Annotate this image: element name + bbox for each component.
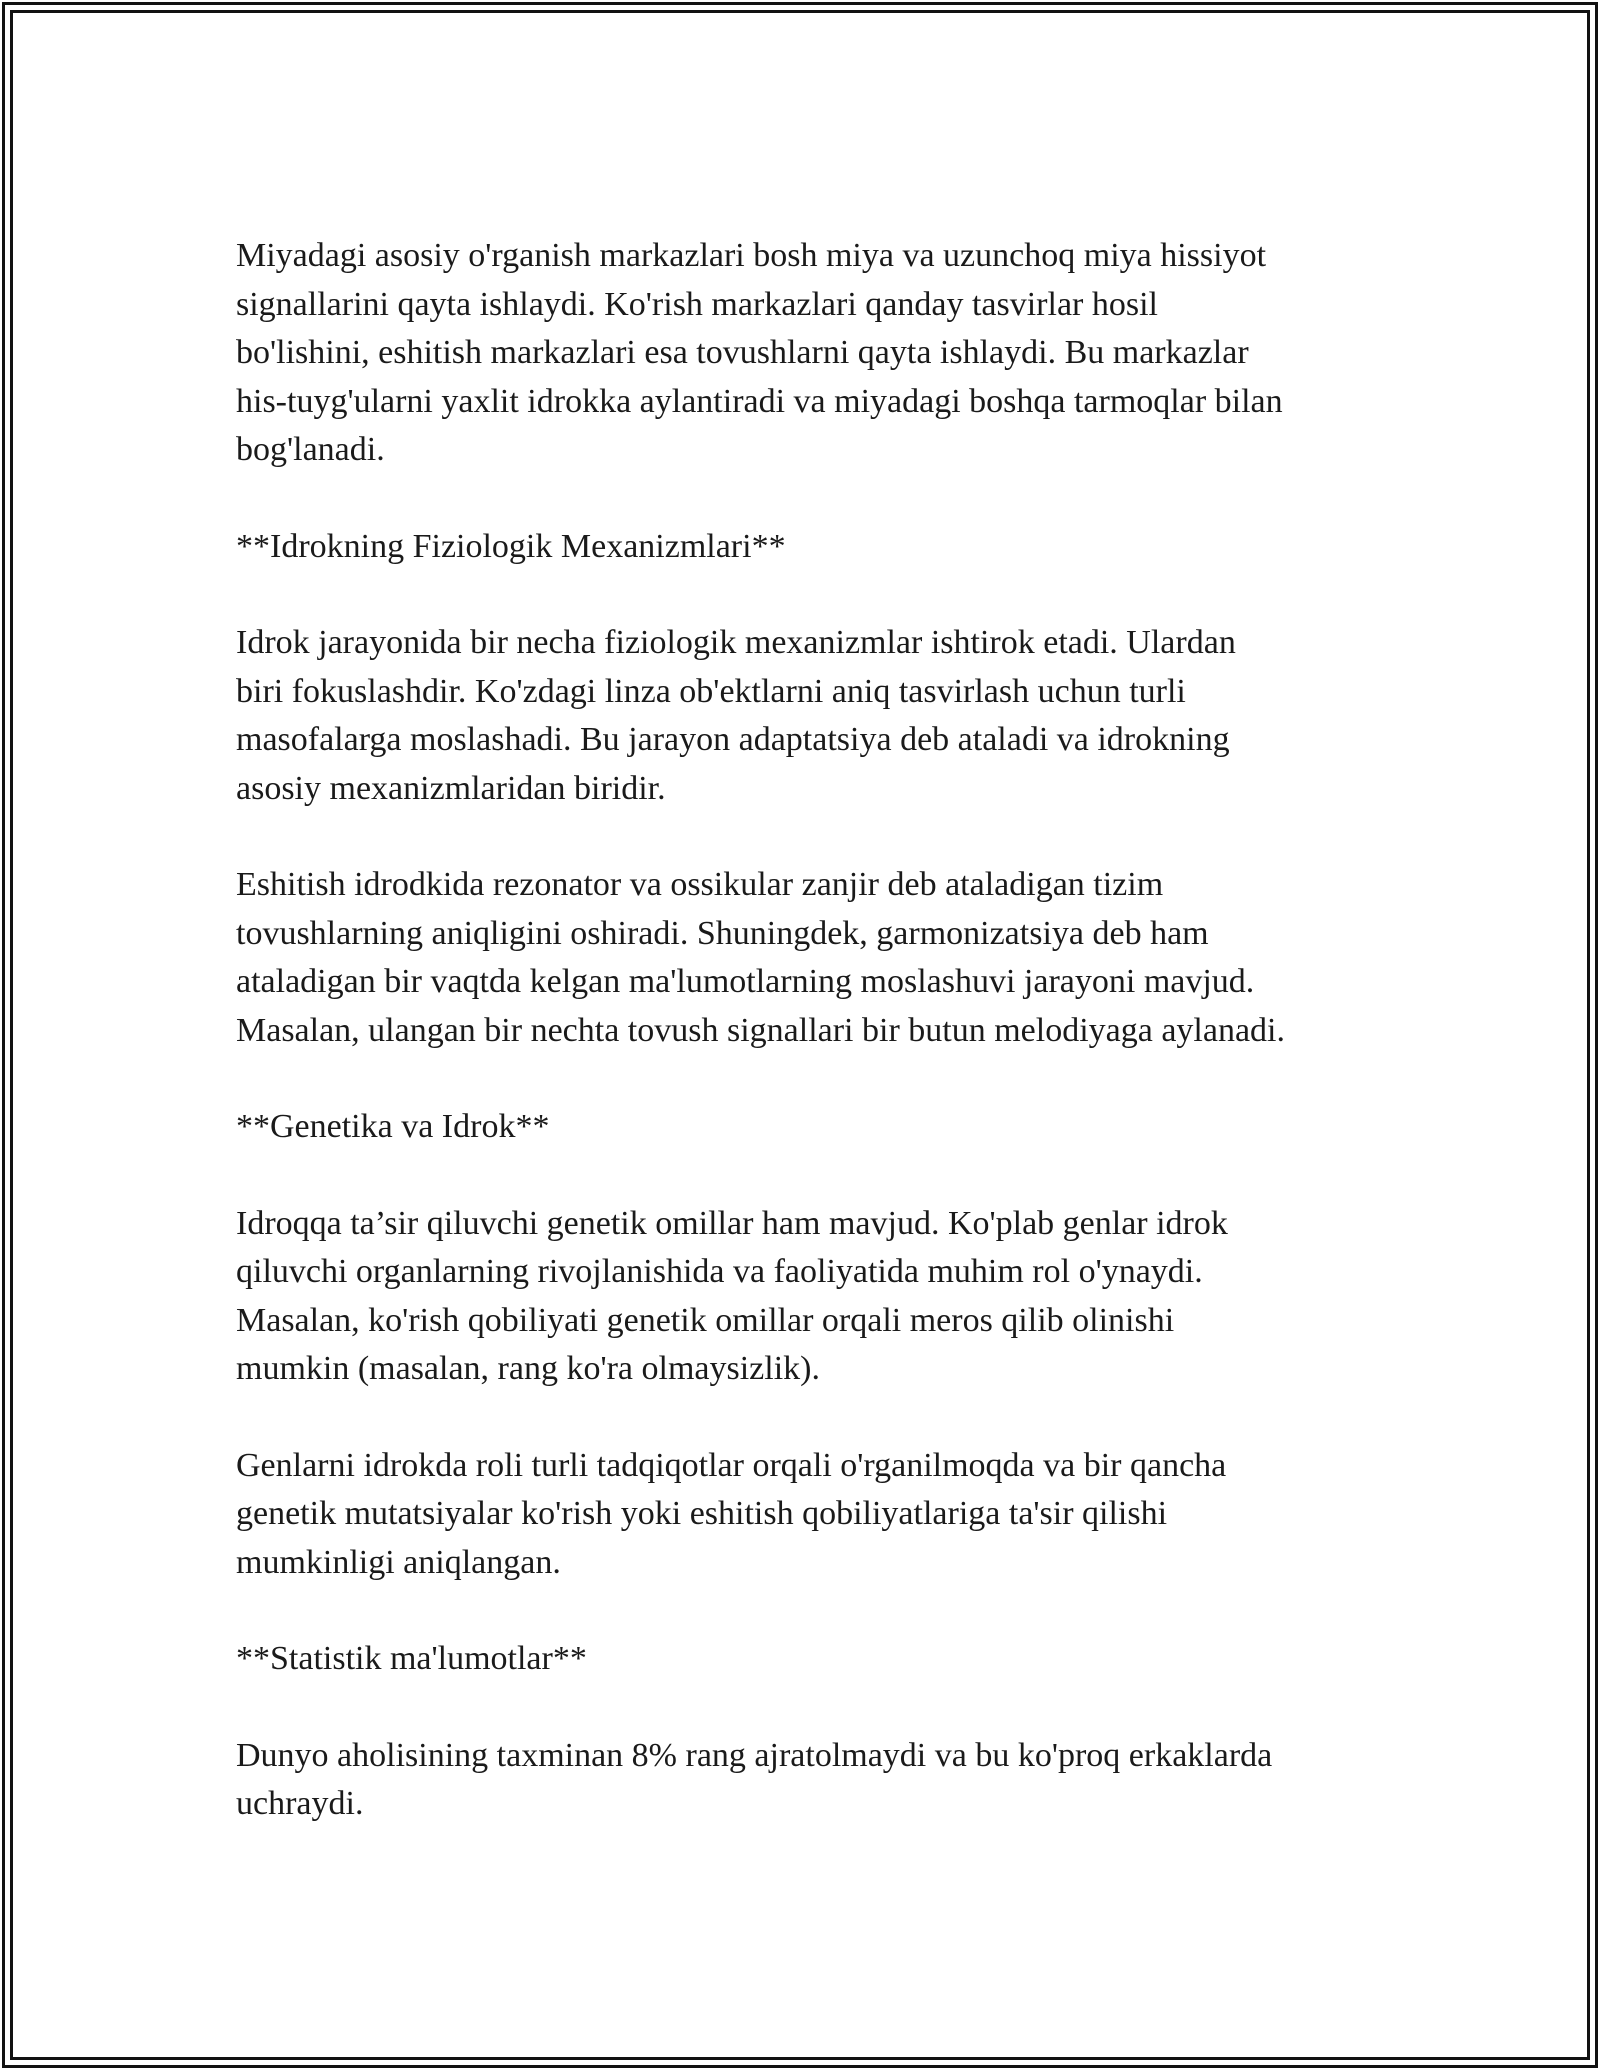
heading-genetics: **Genetika va Idrok** [236, 1108, 550, 1145]
paragraph-focusing: Idrok jarayonida bir necha fiziologik mexanizmlar ishtirok etadi. Ulardan biri fokuslashdir. Ko'zdagi linza ob'ektlarni aniq tasvirlash uchun turli masofalarga moslashadi. Bu jarayon adaptatsiya deb ataladi va idrokning asosiy mexanizmlaridan biridir. [236, 624, 1236, 807]
paragraph-gene-research: Genlarni idrokda roli turli tadqiqotlar orqali o'rganilmoqda va bir qancha genetik mutatsiyalar ko'rish yoki eshitish qobiliyatlariga ta'sir qilishi mumkinligi aniqlangan. [236, 1446, 1227, 1581]
paragraph-color-blindness: Dunyo aholisining taxminan 8% rang ajratolmaydi va bu ko'proq erkaklarda uchraydi. [236, 1736, 1273, 1822]
heading-physiological-mechanisms: **Idrokning Fiziologik Mexanizmlari** [236, 527, 786, 565]
paragraph-hearing: Eshitish idrodkida rezonator va ossikular zanjir deb ataladigan tizim tovushlarning aniqligini oshiradi. Shuningdek, garmonizatsiya deb ham ataladigan bir vaqtda kelgan ma'lumotlarning moslashuvi jarayoni mavjud. Masalan, ulangan bir nechta tovush signallari bir butun melodiyaga aylanadi. [236, 866, 1285, 1049]
document-body [236, 232, 1396, 1829]
paragraph-genetic-factors: Idroqqa ta’sir qiluvchi genetik omillar ham mavjud. Ko'plab genlar idrok qiluvchi organlarning rivojlanishida va faoliyatida muhim rol o'ynaydi. Masalan, ko'rish qobiliyati genetik omillar orqali meros qilib olinishi mumkin (masalan, rang ko'ra olmaysizlik). [236, 1204, 1228, 1387]
heading-statistics: **Statistik ma'lumotlar** [236, 1640, 587, 1677]
paragraph-brain-centers: Miyadagi asosiy o'rganish markazlari bosh miya va uzunchoq miya hissiyot signallarini qayta ishlaydi. Ko'rish markazlari qanday tasvirlar hosil bo'lishini, eshitish markazlari esa tovushlarni qayta ishlaydi. Bu markazlar his-tuyg'ularni yaxlit idrokka aylantiradi va miyadagi boshqa tarmoqlar bilan bog'lanadi. [236, 237, 1283, 468]
